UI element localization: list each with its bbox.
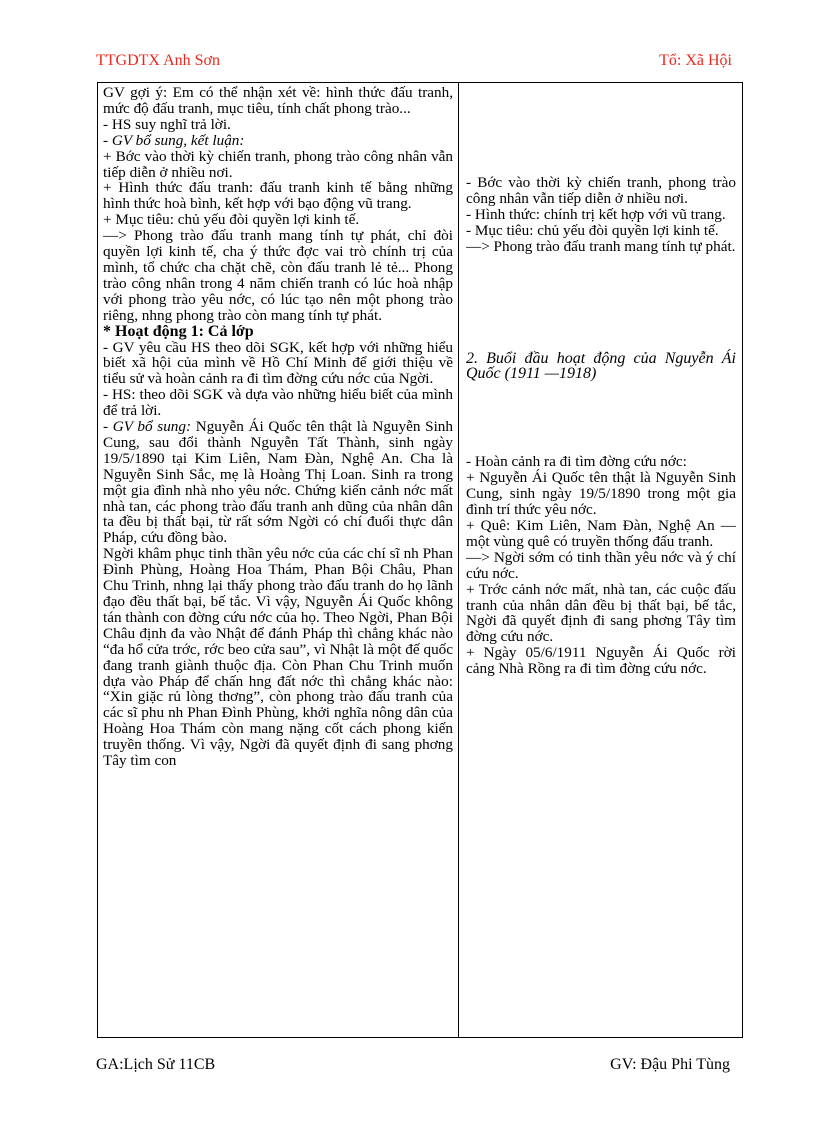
teacher-addition-label: - GV bổ sung: (103, 418, 192, 436)
section-heading: 2. Buổi đầu hoạt động của Nguyễn Ái Quốc (1911 —1918) (466, 349, 736, 383)
content-summary: —> Phong trào đấu tranh mang tính tự phát. (466, 237, 736, 255)
content-hometown: + Quê: Kim Liên, Nam Đàn, Nghệ An — một vùng quê có truyền thống đấu tranh. (466, 516, 736, 550)
teacher-hint: GV gợi ý: Em có thể nhận xét về: hình thức đấu tranh, mức độ đấu tranh, mục tiêu, tính chất phong trào... (103, 85, 453, 117)
header-department: Tổ: Xã Hội (659, 52, 732, 69)
content-goal: - Mục tiêu: chủ yếu đòi quyền lợi kinh tế. (466, 221, 719, 239)
column-divider (458, 83, 459, 1037)
spacer (466, 85, 736, 175)
content-context: - Bớc vào thời kỳ chiến tranh, phong trào công nhân vẫn tiếp diễn ở nhiều nơi. (466, 174, 736, 207)
content-form: - Hình thức: chính trị kết hợp với vũ trang. (466, 205, 726, 223)
footer-teacher: GV: Đậu Phi Tùng (610, 1056, 730, 1073)
activity-heading: * Hoạt động 1: Cả lớp (103, 322, 254, 340)
conclusion-summary: —> Phong trào đấu tranh mang tính tự phát, chỉ đòi quyền lợi kinh tế, cha ý thức đợc vai trò chính trị của mình, tổ chức cha chặt chẽ, còn đấu tranh lẻ tẻ... Phong trào công nhân trong 4 năm chiến tranh có lúc hoà nhập với phong trào yêu nớc, có lúc tạo nên một phong trào riêng, nhng phong trào còn mang tính tự phát. (103, 227, 453, 324)
student-answer: - HS suy nghĩ trả lời. (103, 115, 231, 133)
spacer (466, 255, 736, 351)
lesson-table (97, 82, 743, 1038)
content-departure-date: + Ngày 05/6/1911 Nguyễn Ái Quốc rời cảng Nhà Rồng ra đi tìm đờng cứu nớc. (466, 644, 736, 678)
conclusion-point-form: + Hình thức đấu tranh: đấu tranh kinh tế bằng những hình thức hoà bình, kết hợp với bạo động vũ trang. (103, 179, 453, 213)
teacher-conclusion-heading: - GV bổ sung, kết luận: (103, 131, 245, 149)
patriot-analysis-paragraph: Ngời khâm phục tinh thần yêu nớc của các chí sĩ nh Phan Đình Phùng, Hoàng Hoa Thám, Phan Bội Châu, Phan Chu Trinh, nhng lại thấy phong trào đấu tranh do họ lãnh đạo đều thất bại, bế tắc. Vì vậy, Nguyễn Ái Quốc không tán thành con đờng cứu nớc của họ. Theo Ngời, Phan Bội Châu định đa vào Nhật để đánh Pháp thì chẳng khác nào “đa hổ cửa trớc, rớc beo cửa sau”, vì Nhật là một đế quốc đang tranh giành thuộc địa. Còn Phan Chu Trinh muốn dựa vào Pháp để chấn hng đất nớc thì chẳng khác nào: “Xin giặc rủ lòng thơng”, còn phong trào đấu tranh của các sĩ phu nh Phan Đình Phùng, khởi nghĩa nông dân của Hoàng Hoa Thám còn mang nặng cốt cách phong kiến truyền thống. Vì vậy, Ngời đã quyết định đi sang phơng Tây tìm con (103, 545, 453, 770)
teacher-student-activities-column (103, 85, 453, 1035)
conclusion-point-context: + Bớc vào thời kỳ chiến tranh, phong trào công nhân vẫn tiếp diễn ở nhiều nơi. (103, 147, 453, 181)
teacher-addition-text: Nguyễn Ái Quốc tên thật là Nguyễn Sinh Cung, sau đổi thành Nguyễn Tất Thành, sinh ngày 19/5/1890 tại Kim Liên, Nam Đàn, Nghệ An. Cha là Nguyễn Sinh Sắc, mẹ là Hoàng Thị Loan. Sinh ra trong một gia đình nhà nho yêu nớc. Chứng kiến cảnh nớc mất nhà tan, các phong trào đấu tranh anh dũng của nhân dân ta đều bị thất bại, từ rất sớm Ngời có chí đuổi thực dân Pháp, cứu đồng bào. (103, 418, 453, 547)
content-early-patriotism: —> Ngời sớm có tinh thần yêu nớc và ý chí cứu nớc. (466, 548, 736, 582)
conclusion-point-goal: + Mục tiêu: chủ yếu đòi quyền lợi kinh tế. (103, 211, 360, 229)
header-school-name: TTGDTX Anh Sơn (96, 52, 221, 69)
spacer (466, 382, 736, 454)
teacher-addition (103, 419, 453, 546)
content-real-name: + Nguyễn Ái Quốc tên thật là Nguyễn Sinh Cung, sinh ngày 19/5/1890 trong một gia đình trí thức yêu nớc. (466, 469, 736, 519)
content-journey-context: - Hoàn cảnh ra đi tìm đờng cứu nớc: (466, 453, 687, 471)
teacher-request: - GV yêu cầu HS theo dõi SGK, kết hợp với những hiểu biết xã hội của mình về Hồ Chí Minh để giới thiệu về tiểu sử và hoàn cảnh ra đi tìm đờng cứu nớc của Ngời. (103, 338, 453, 388)
lesson-content-column (466, 85, 736, 1035)
content-decision: + Trớc cảnh nớc mất, nhà tan, các cuộc đấu tranh của nhân dân đều bị thất bại, bế tắc, Ngời đã quyết định đi sang phơng Tây tìm đờng cứu nớc. (466, 580, 736, 646)
student-response: - HS: theo dõi SGK và dựa vào những hiểu biết của mình để trả lời. (103, 386, 453, 420)
footer-lesson-plan: GA:Lịch Sử 11CB (96, 1056, 216, 1073)
